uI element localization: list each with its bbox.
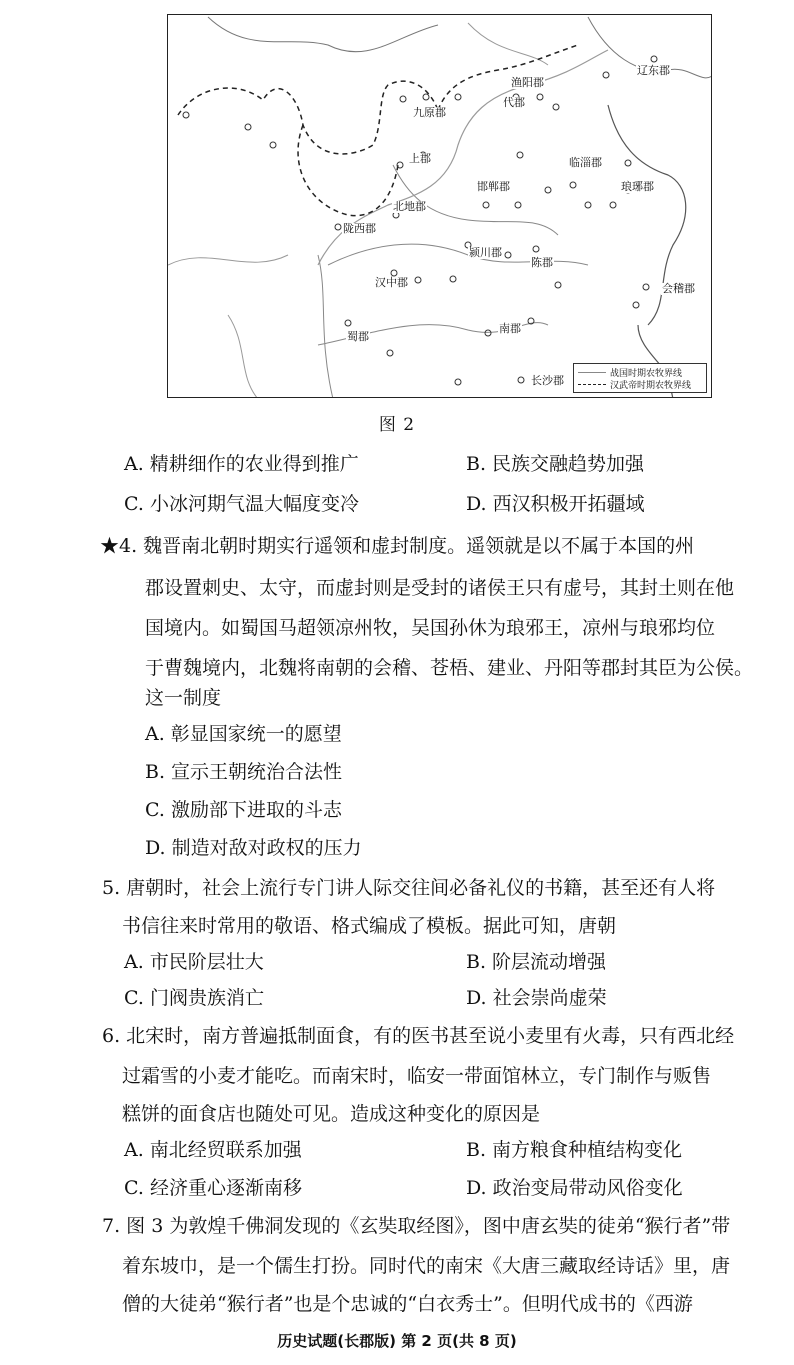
q6-option-a: A. 南北经贸联系加强 — [124, 1139, 302, 1161]
q6-option-b: B. 南方粮食种植结构变化 — [466, 1139, 683, 1161]
map-label-linzi: 临淄郡 — [569, 156, 602, 169]
q6-option-d: D. 政治变局带动风俗变化 — [466, 1177, 683, 1199]
q5-option-c: C. 门阀贵族消亡 — [124, 987, 264, 1009]
map-label-hanzhong: 汉中郡 — [375, 276, 408, 289]
map-label-yingchuan: 颍川郡 — [469, 246, 502, 259]
map-label-langya: 琅琊郡 — [621, 180, 654, 193]
q4-stem-line-3: 国境内。如蜀国马超领凉州牧，吴国孙休为琅邪王，凉州与琅邪均位 — [145, 617, 716, 639]
map-label-yuyang: 渔阳郡 — [511, 76, 544, 89]
q5-stem-line-1: 5. 唐朝时，社会上流行专门讲人际交往间必备礼仪的书籍，甚至还有人将 — [102, 877, 716, 899]
q5-option-d: D. 社会崇尚虚荣 — [466, 987, 607, 1009]
q4-stem-line-1: ★4. 魏晋南北朝时期实行遥领和虚封制度。遥领就是以不属于本国的州 — [100, 535, 695, 557]
q3-option-c: C. 小冰河期气温大幅度变冷 — [124, 493, 359, 515]
legend-label-han-wudi: 汉武帝时期农牧界线 — [610, 380, 692, 391]
legend-item-han-wudi — [578, 378, 691, 390]
q7-stem-line-2: 着东坡巾，是一个儒生打扮。同时代的南宋《大唐三藏取经诗话》里，唐 — [122, 1255, 731, 1277]
q6-stem-line-1: 6. 北宋时，南方普遍抵制面食，有的医书甚至说小麦里有火毒，只有西北经 — [102, 1025, 735, 1047]
map-label-nan: 南郡 — [499, 322, 521, 335]
q7-stem-line-3: 僧的大徒弟“猴行者”也是个忠诚的“白衣秀士”。但明代成书的《西游 — [122, 1293, 693, 1315]
q6-stem-line-3: 糕饼的面食店也随处可见。造成这种变化的原因是 — [122, 1103, 541, 1125]
q4-option-d: D. 制造对敌对政权的压力 — [145, 837, 362, 859]
q5-option-a: A. 市民阶层壮大 — [124, 951, 264, 973]
map-figure — [167, 14, 712, 398]
map-label-shu: 蜀郡 — [347, 330, 369, 343]
map-label-longxi: 陇西郡 — [343, 222, 376, 235]
page-footer: 历史试题(长郡版) 第 2 页(共 8 页) — [277, 1332, 517, 1350]
q6-option-c: C. 经济重心逐渐南移 — [124, 1177, 302, 1199]
map-label-jiuyuan: 九原郡 — [413, 106, 446, 119]
q4-stem-line-5: 这一制度 — [145, 687, 222, 709]
map-label-shang: 上郡 — [409, 152, 431, 165]
solid-line-swatch — [578, 372, 606, 373]
q4-option-b: B. 宣示王朝统治合法性 — [145, 761, 343, 783]
figure-caption: 图 2 — [378, 415, 416, 435]
q5-stem-line-2: 书信往来时常用的敬语、格式编成了模板。据此可知，唐朝 — [122, 915, 617, 937]
map-label-beidi: 北地郡 — [393, 200, 426, 213]
map-legend — [573, 363, 707, 393]
q4-stem-line-4: 于曹魏境内，北魏将南朝的会稽、苍梧、建业、丹阳等郡封其臣为公侯。 — [145, 657, 754, 679]
map-label-chen: 陈郡 — [531, 256, 553, 269]
legend-item-warring-states — [578, 366, 682, 378]
legend-label-warring-states: 战国时期农牧界线 — [610, 368, 683, 379]
q3-option-b: B. 民族交融趋势加强 — [466, 453, 645, 475]
q5-option-b: B. 阶层流动增强 — [466, 951, 607, 973]
q7-stem-line-1: 7. 图 3 为敦煌千佛洞发现的《玄奘取经图》，图中唐玄奘的徒弟“猴行者”带 — [102, 1215, 731, 1237]
dashed-line-swatch — [578, 384, 606, 385]
map-label-kuaiji: 会稽郡 — [662, 282, 695, 295]
map-drawing — [168, 15, 712, 398]
q4-stem-line-2: 郡设置刺史、太守，而虚封则是受封的诸侯王只有虚号，其封土则在他 — [145, 577, 735, 599]
map-label-handan: 邯郸郡 — [477, 180, 510, 193]
q3-option-d: D. 西汉积极开拓疆域 — [466, 493, 645, 515]
q6-stem-line-2: 过霜雪的小麦才能吃。而南宋时，临安一带面馆林立，专门制作与贩售 — [122, 1065, 712, 1087]
map-label-dai: 代郡 — [503, 96, 525, 109]
q4-option-a: A. 彰显国家统一的愿望 — [145, 723, 342, 745]
map-label-changsha: 长沙郡 — [531, 374, 564, 387]
q4-option-c: C. 激励部下进取的斗志 — [145, 799, 342, 821]
q3-option-a: A. 精耕细作的农业得到推广 — [124, 453, 359, 475]
map-label-liaodong: 辽东郡 — [637, 64, 670, 77]
